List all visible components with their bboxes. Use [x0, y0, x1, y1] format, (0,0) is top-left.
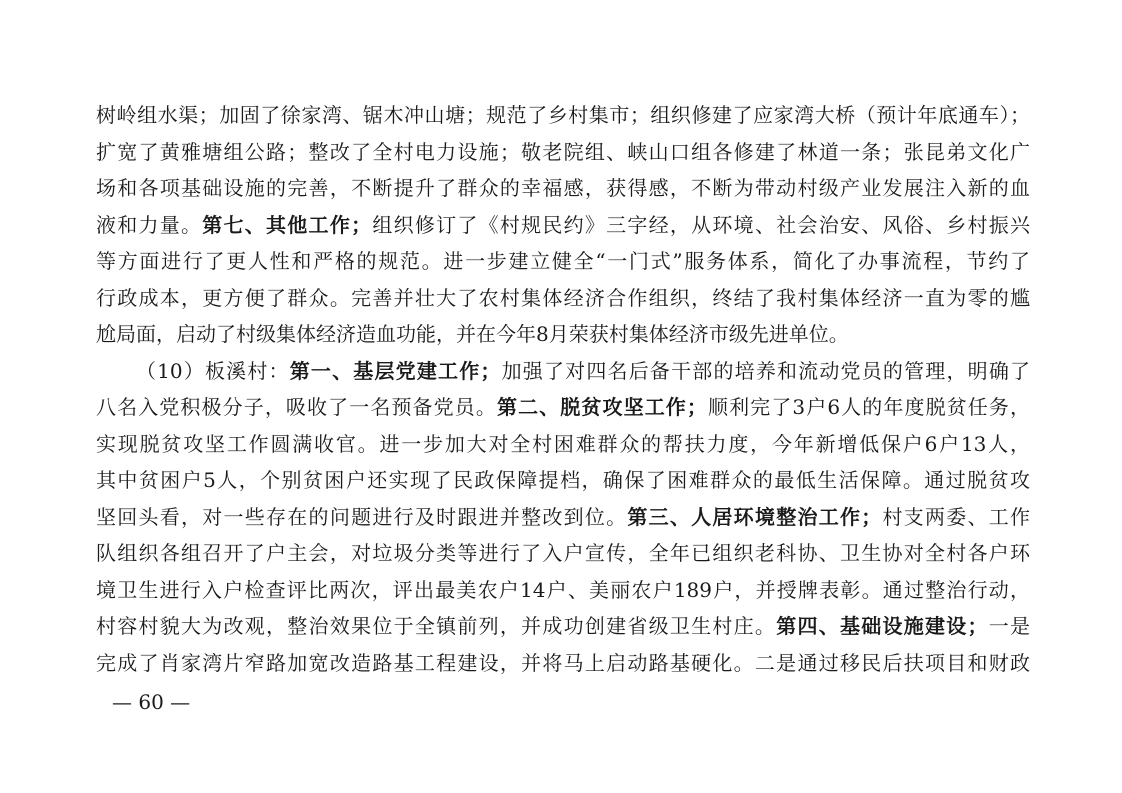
text-line: 其中贫困户5人，个别贫困户还实现了民政保障提档，确保了困难群众的最低生活保障。通过脱贫攻 [96, 468, 1030, 492]
text-span: 加强了对四名后备干部的培养和流动党员的管理，明确了 [500, 358, 1030, 383]
text-line: 境卫生进行入户检查评比两次，评出最美农户14户、美丽农户189户，并授牌表彰。通过整治行动， [96, 577, 1030, 602]
section-heading: 第二、脱贫攻坚工作； [496, 395, 707, 419]
text-line [96, 389, 1030, 426]
text-line: 场和各项基础设施的完善，不断提升了群众的幸福感，获得感，不断为带动村级产业发展注入新的血 [96, 176, 1030, 200]
section-heading: 第三、人居环境整治工作； [627, 504, 882, 529]
text-line: 行政成本，更方便了群众。完善并壮大了农村集体经济合作组织，终结了我村集体经济一直为零的尴 [96, 285, 1030, 310]
text-span: 液和力量。 [96, 212, 203, 237]
section-heading: 第一、基层党建工作； [289, 358, 501, 383]
section-heading: 第四、基础设施建设； [776, 614, 988, 638]
text-span: 一是 [987, 614, 1030, 638]
page-number: — 60 — [112, 690, 191, 714]
text-line [96, 499, 1030, 536]
text-span: 村支两委、工作 [881, 504, 1030, 529]
text-span: 八名入党积极分子，吸收了一名预备党员。 [96, 395, 497, 419]
text-line: 尬局面，启动了村级集体经济造血功能，并在今年8月荣获村集体经济市级先进单位。 [96, 322, 849, 346]
text-span: 顺利完了3户6人的年度脱贫任务， [706, 395, 1030, 419]
text-span: 组织修订了《村规民约》三字经，从环境、社会治安、风俗、乡村振兴 [371, 212, 1030, 237]
text-span: 村容村貌大为改观，整治效果位于全镇前列，并成功创建省级卫生村庄。 [96, 614, 777, 638]
text-line: 等方面进行了更人性和严格的规范。进一步建立健全“一门式”服务体系，简化了办事流程，节约了 [96, 249, 1030, 273]
text-line [96, 207, 1030, 244]
text-line: 扩宽了黄雅塘组公路；整改了全村电力设施；敬老院组、峡山口组各修建了林道一条；张昆弟文化广 [96, 139, 1030, 164]
body-text [96, 97, 1030, 681]
text-line: 队组织各组召开了户主会，对垃圾分类等进行了入户宣传，全年已组织老科协、卫生协对全村各户环 [96, 541, 1030, 565]
text-line: 完成了肖家湾片窄路加宽改造路基工程建设，并将马上启动路基硬化。二是通过移民后扶项目和财政 [96, 650, 1030, 675]
text-line [96, 608, 1030, 645]
text-span: 坚回头看，对一些存在的问题进行及时跟进并整改到位。 [96, 504, 628, 529]
text-line: 实现脱贫攻坚工作圆满收官。进一步加大对全村困难群众的帮扶力度，今年新增低保户6户13人， [96, 431, 1030, 456]
text-line: 树岭组水渠；加固了徐家湾、锯木冲山塘；规范了乡村集市；组织修建了应家湾大桥（预计年底通车）； [96, 103, 1030, 127]
text-span: （10）板溪村： [136, 358, 290, 383]
text-line [96, 353, 1030, 390]
section-heading: 第七、其他工作； [202, 212, 372, 237]
